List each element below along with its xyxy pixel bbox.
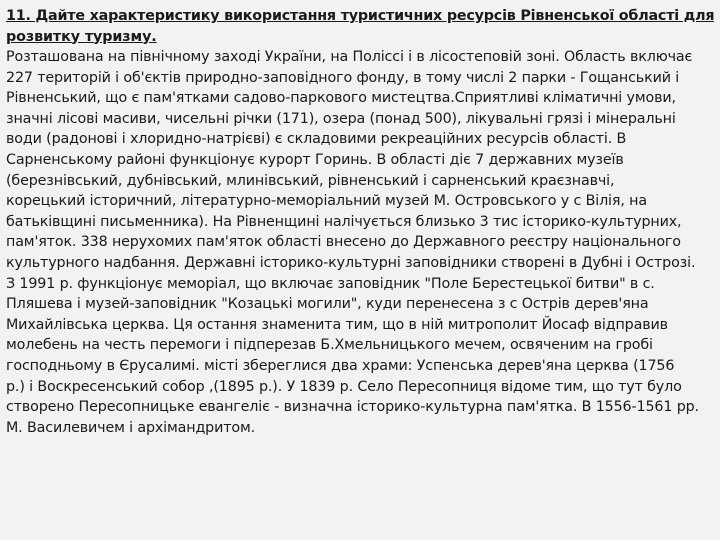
- body-line: господньому в Єрусалимі. місті збереглися два храми: Успенська дерев'яна церква (1756: [6, 357, 675, 374]
- body-line: створено Пересопницьке евангеліє - визначна історико-культурна пам'ятка. В 1556-1561 рр.: [6, 399, 699, 416]
- heading-line: 11. Дайте характеристику використання туристичних ресурсів Рівненської області для: [6, 8, 714, 24]
- body-line: З 1991 р. функціонує меморіал, що включає заповідник "Поле Берестецької битви" в с.: [6, 275, 655, 292]
- body-line: корецький історичний, літературно-меморіальний музей М. Островського у с Вілія, на: [6, 193, 647, 210]
- body-line: 227 територій і об'єктів природно-заповідного фонду, в тому числі 2 парки - Гощанський і: [6, 69, 680, 86]
- body-line: пам'яток. 338 нерухомих пам'яток області внесено до Державного реєстру національного: [6, 234, 681, 251]
- body-line: культурного надбання. Державні історико-культурні заповідники створені в Дубні і Острозі.: [6, 254, 696, 271]
- heading-line: розвитку туризму.: [6, 28, 157, 45]
- body-line: води (радонові і хлоридно-натрієві) є складовими рекреаційних ресурсів області. В: [6, 131, 627, 148]
- body-line: М. Василевичем і архімандритом.: [6, 419, 256, 436]
- body-line: значні лісові масиви, чисельні річки (171), озера (понад 500), лікувальні грязі і мінеральні: [6, 110, 676, 127]
- body-line: Рівненський, що є пам'ятками садово-паркового мистецтва.Сприятливі кліматичні умови,: [6, 90, 676, 107]
- body-line: молебень на честь перемоги і підперезав Б.Хмельницького мечем, освяченим на гробі: [6, 337, 653, 354]
- body-line: (березнівський, дубнівський, млинівський, рівненський і сарненський краєзнавчі,: [6, 172, 615, 189]
- body-line: батьківщині письменника). На Рівненщині налічується близько 3 тис історико-культурних,: [6, 213, 682, 230]
- body-line: Пляшева і музей-заповідник "Козацькі могили", куди перенесена з с Острів дерев'яна: [6, 296, 649, 313]
- body-line: р.) і Воскресенський собор ,(1895 р.). У 1839 р. Село Пересопниця відоме тим, що тут було: [6, 378, 682, 395]
- answer-body: [6, 47, 714, 438]
- question-heading: [6, 6, 714, 47]
- body-line: Михайлівська церква. Ця остання знаменита тим, що в ній митрополит Йосаф відправив: [6, 316, 668, 333]
- body-line: Сарненському районі функціонує курорт Горинь. В області діє 7 державних музеїв: [6, 151, 624, 168]
- body-line: Розташована на північному заході України, на Поліссі і в лісостеповій зоні. Область включає: [6, 49, 693, 65]
